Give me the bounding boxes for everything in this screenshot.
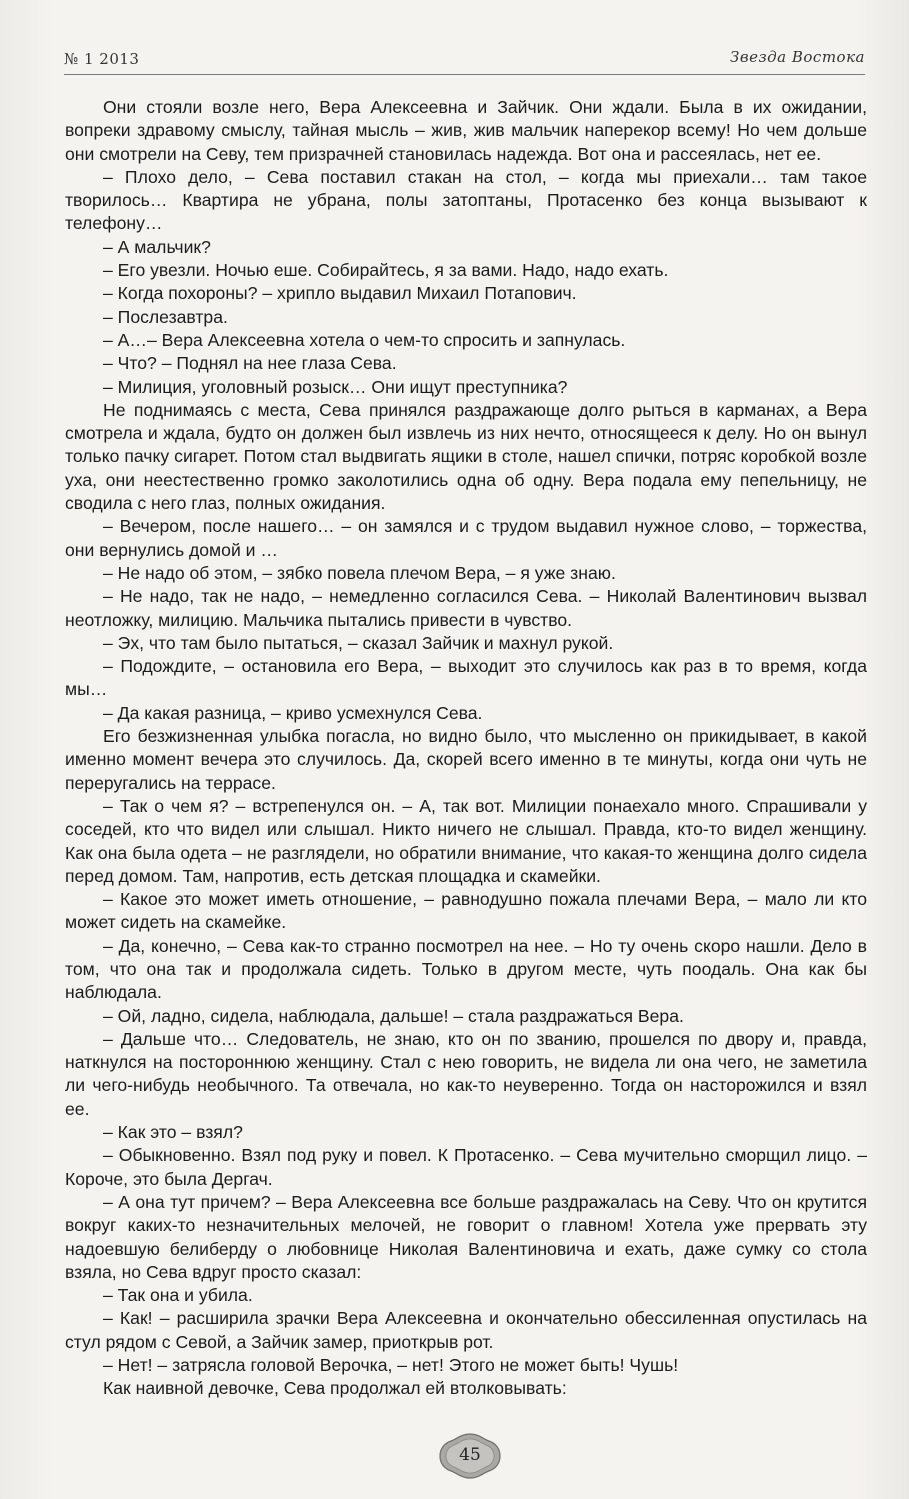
paragraph: – Плохо дело, – Сева поставил стакан на стол, – когда мы приехали… там такое творилось… Квартира не убрана, полы затоптаны, Протасенко без конца вызывают к телефону… — [65, 166, 867, 234]
paragraph: – Как! – расширила зрачки Вера Алексеевна и окончательно обессиленная опустилась на стул рядом с Севой, а Зайчик замер, приоткрыв рот. — [65, 1308, 867, 1352]
paragraph: – Милиция, уголовный розыск… Они ищут преступника? — [103, 376, 568, 397]
paragraph: – Вечером, после нашего… – он замялся и с трудом выдавил нужное слово, – торжества, они вернулись домой и … — [65, 516, 867, 560]
paragraph: – Не надо об этом, – зябко повела плечом Вера, – я уже знаю. — [103, 562, 616, 583]
paragraph: – Да, конечно, – Сева как-то странно посмотрел на нее. – Но ту очень скоро нашли. Дело в том, что она так и продолжала сидеть. Только в другом месте, чуть поодаль. Она как бы наблюдала. — [65, 935, 867, 1003]
paragraph: – Да какая разница, – криво усмехнулся Сева. — [103, 702, 483, 723]
paragraph: – Послезавтра. — [103, 306, 228, 327]
paragraph: – Когда похороны? – хрипло выдавил Михаил Потапович. — [103, 283, 577, 304]
paragraph: – Его увезли. Ночью еше. Собирайтесь, я за вами. Надо, надо ехать. — [103, 260, 669, 281]
paragraph: – Какое это может иметь отношение, – равнодушно пожала плечами Вера, – мало ли кто может сидеть на скамейке. — [65, 889, 867, 933]
paragraph: Как наивной девочке, Сева продолжал ей втолковывать: — [103, 1378, 567, 1399]
page-number: 45 — [459, 1445, 481, 1465]
paragraph: – Как это – взял? — [103, 1122, 243, 1143]
paragraph: – А она тут причем? – Вера Алексеевна все больше раздражалась на Севу. Что он крутится вокруг каких-то незначительных мелочей, не говорит о главном! Хотела уже прервать эту надоевшую белиберду о любовнице Николая Валентиновича и ехать, даже сумку со стола взяла, но Сева вдруг просто сказал: — [65, 1191, 867, 1282]
paragraph: – Эх, что там было пытаться, – сказал Зайчик и махнул рукой. — [103, 632, 614, 653]
magazine-title: Звезда Востока — [730, 48, 865, 66]
paragraph: – Что? – Поднял на нее глаза Сева. — [103, 353, 397, 374]
paragraph: – Так о чем я? – встрепенулся он. – А, так вот. Милиции понаехало много. Спрашивали у соседей, кто что видел или слышал. Никто ничего не слышал. Правда, кто-то видел женщину. Как она была одета – не разглядели, но обратили внимание, что какая-то женщина долго сидела перед домом. Там, напротив, есть детская площадка и скамейки. — [65, 795, 867, 886]
paragraph: – Нет! – затрясла головой Верочка, – нет! Этого не может быть! Чушь! — [103, 1355, 679, 1376]
article-body — [65, 96, 867, 1401]
paragraph: – Не надо, так не надо, – немедленно согласился Сева. – Николай Валентинович вызвал неотложку, милицию. Мальчика пытались привести в чувство. — [65, 586, 867, 630]
paragraph: – Обыкновенно. Взял под руку и повел. К Протасенко. – Сева мучительно сморщил лицо. – Короче, это была Дергач. — [65, 1145, 867, 1189]
paragraph: – А…– Вера Алексеевна хотела о чем-то спросить и запнулась. — [103, 329, 626, 350]
paragraph: – Дальше что… Следователь, не знаю, кто он по званию, прошелся по двору и, правда, наткнулся на постороннюю женщину. Стал с нею говорить, не видела ли она чего, не заметила ли чего-нибудь необычного. Та отвечала, но как-то неуверенно. Тогда он насторожился и взял ее. — [65, 1028, 867, 1119]
paragraph: Они стояли возле него, Вера Алексеевна и Зайчик. Они ждали. Была в их ожидании, вопреки здравому смыслу, тайная мысль – жив, жив мальчик наперекор всему! Но чем дольше они смотрели на Севу, тем призрачней становилась надежда. Вот она и рассеялась, нет ее. — [65, 97, 867, 164]
paragraph: Его безжизненная улыбка погасла, но видно было, что мысленно он прикидывает, в какой именно момент вечера это случилось. Да, скорей всего именно в те минуты, когда они чуть не переругались на террасе. — [65, 726, 867, 793]
running-head — [64, 40, 865, 75]
paragraph: – А мальчик? — [103, 236, 211, 257]
page-number-ornament — [439, 1433, 501, 1479]
paragraph: – Подождите, – остановила его Вера, – выходит это случилось как раз в то время, когда мы… — [65, 656, 867, 700]
paragraph: Не поднимаясь с места, Сева принялся раздражающе долго рыться в карманах, а Вера смотрела и ждала, будто он должен был извлечь из них нечто, относящееся к делу. Но он вынул только пачку сигарет. Потом стал выдвигать ящики в столе, нашел спички, потряс коробкой возле уха, они неестественно громко заколотились одна об одну. Вера подала ему пепельницу, не сводила с него глаз, полных ожидания. — [65, 399, 867, 514]
paragraph: – Так она и убила. — [103, 1285, 253, 1306]
issue-number: № 1 2013 — [64, 50, 140, 68]
paragraph: – Ой, ладно, сидела, наблюдала, дальше! – стала раздражаться Вера. — [103, 1005, 684, 1026]
